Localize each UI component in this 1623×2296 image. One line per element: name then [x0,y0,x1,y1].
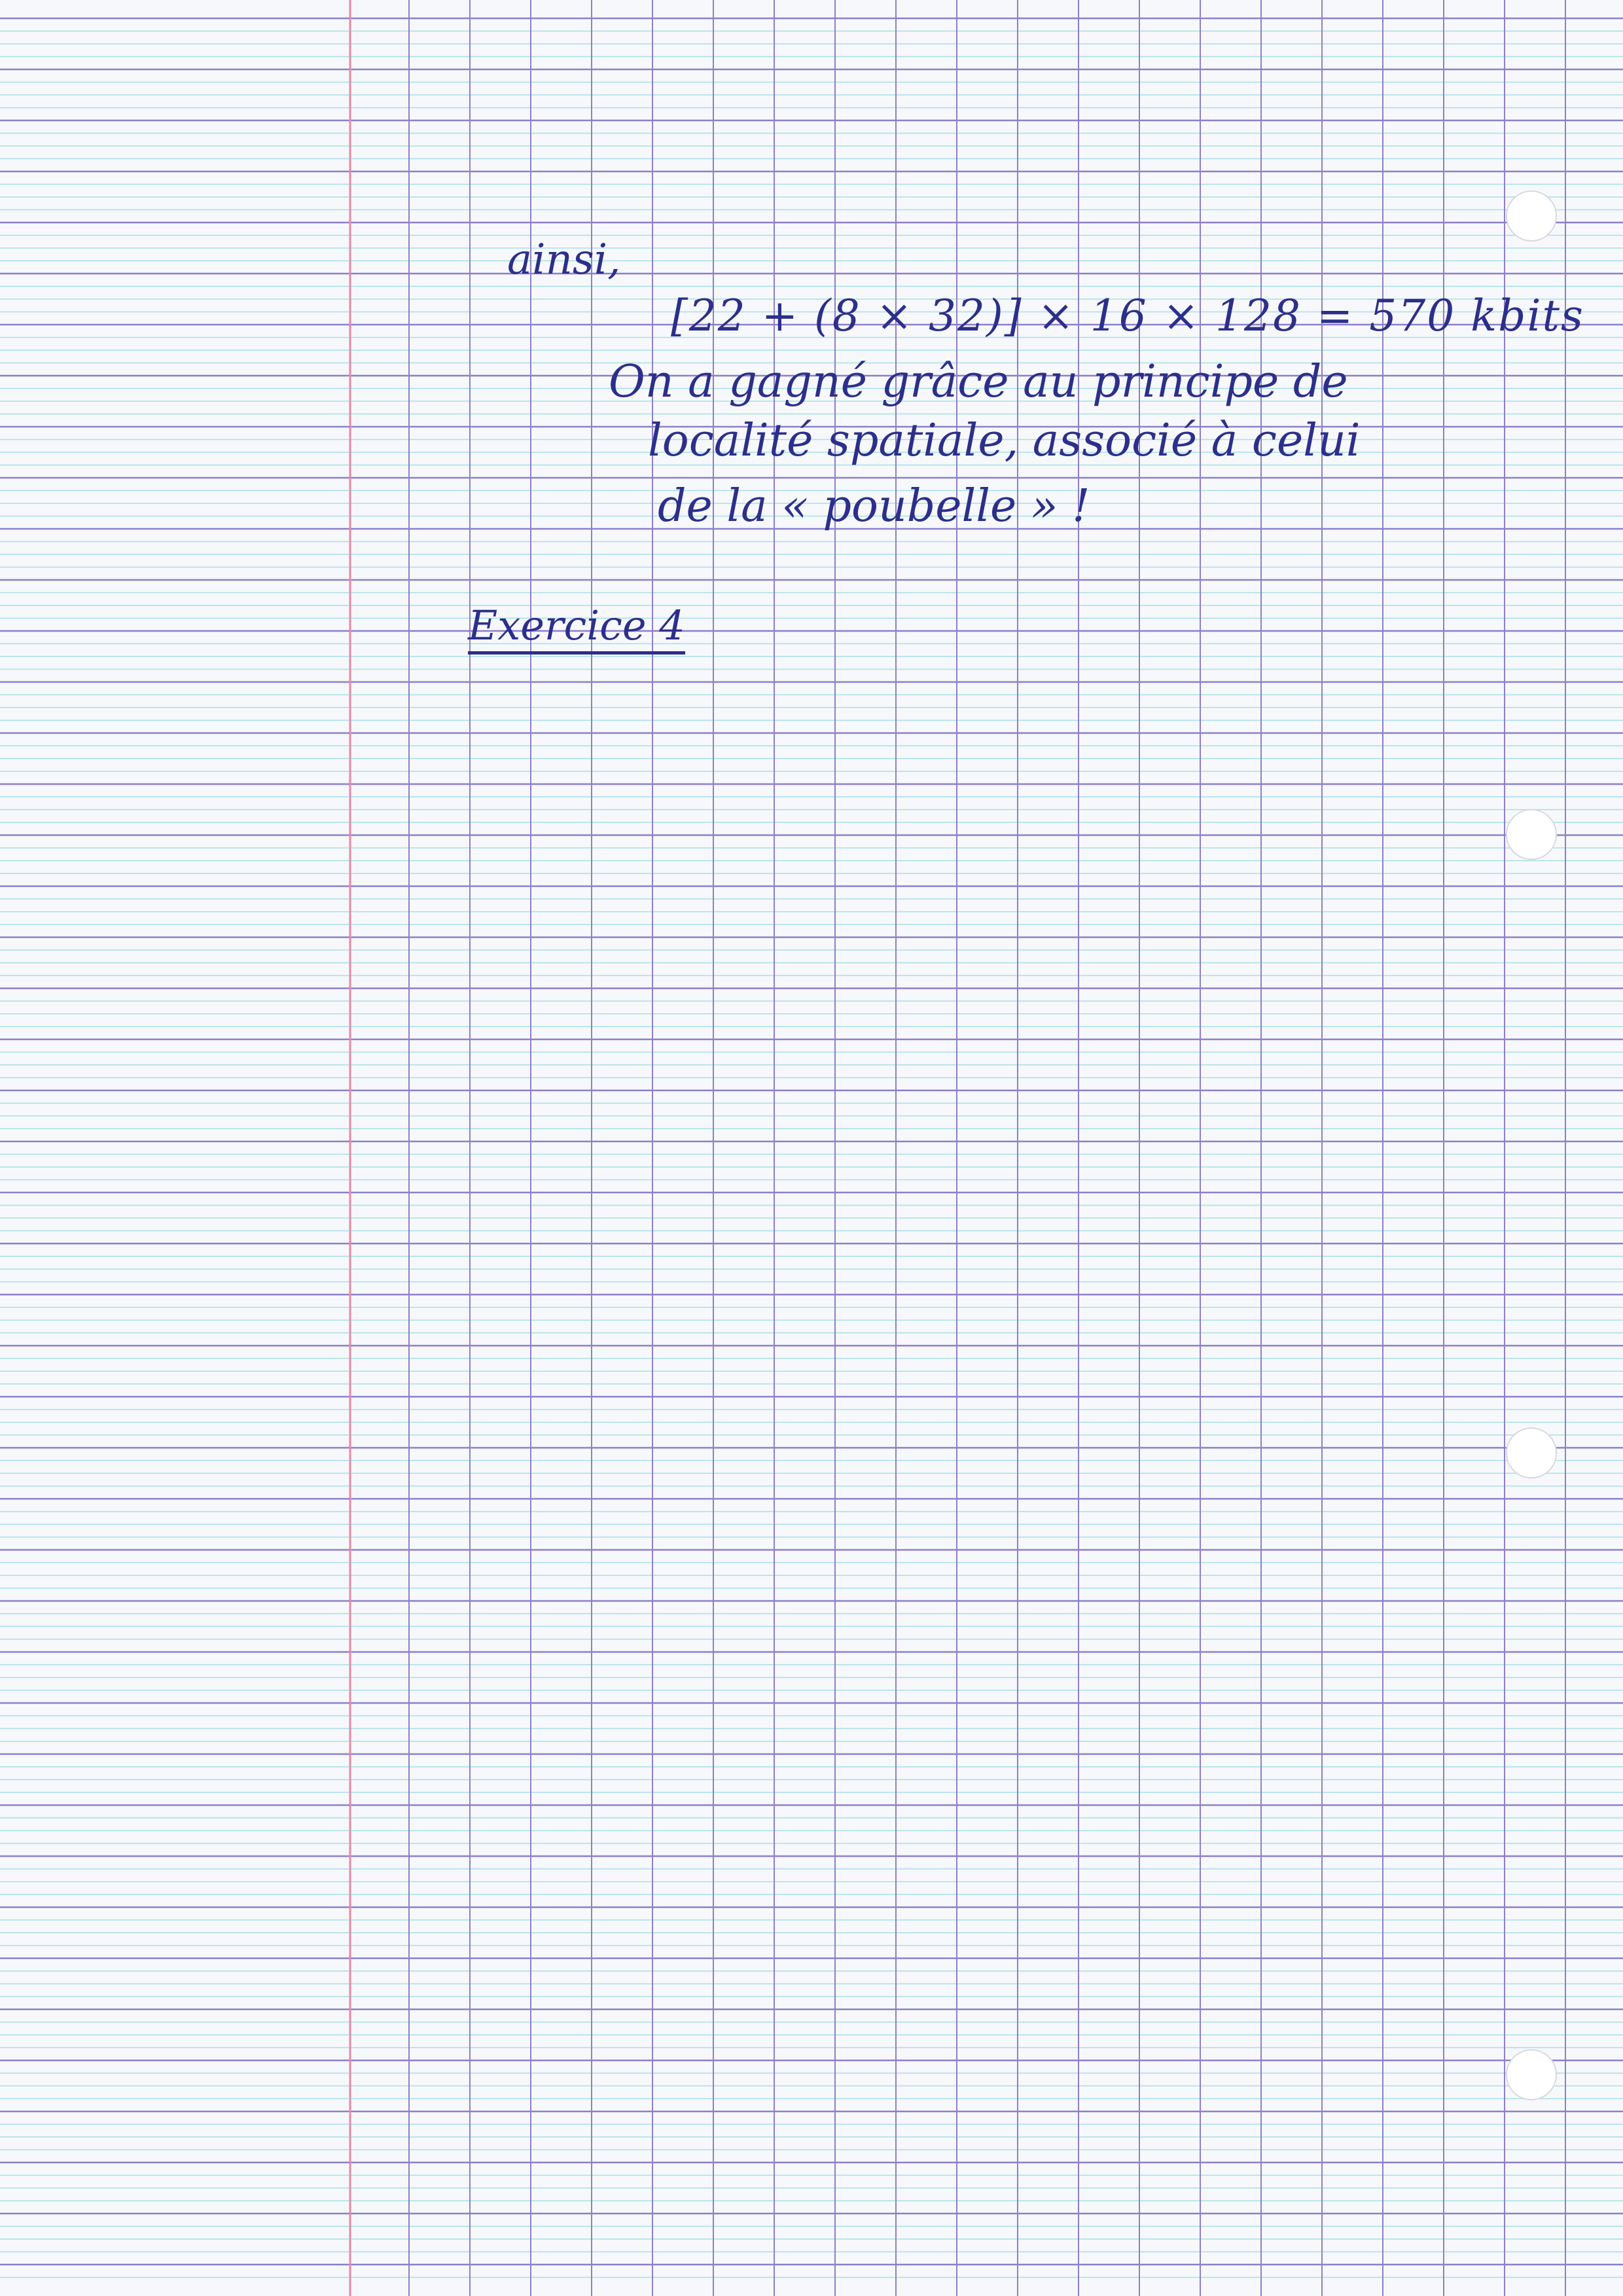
intro-word: ainsi, [507,236,621,284]
conclusion-line-1: On a gagné grâce au principe de [609,356,1348,408]
calculation-line: [22 + (8 × 32)] × 16 × 128 = 570 kbits [671,291,1584,341]
punch-hole [1507,2050,1556,2100]
punch-hole [1507,191,1556,241]
punch-hole [1507,1428,1556,1478]
conclusion-line-2: localité spatiale, associé à celui [648,415,1361,467]
conclusion-line-3: de la « poubelle » ! [658,480,1090,532]
section-heading: Exercice 4 [468,605,685,655]
punch-hole [1507,810,1556,859]
